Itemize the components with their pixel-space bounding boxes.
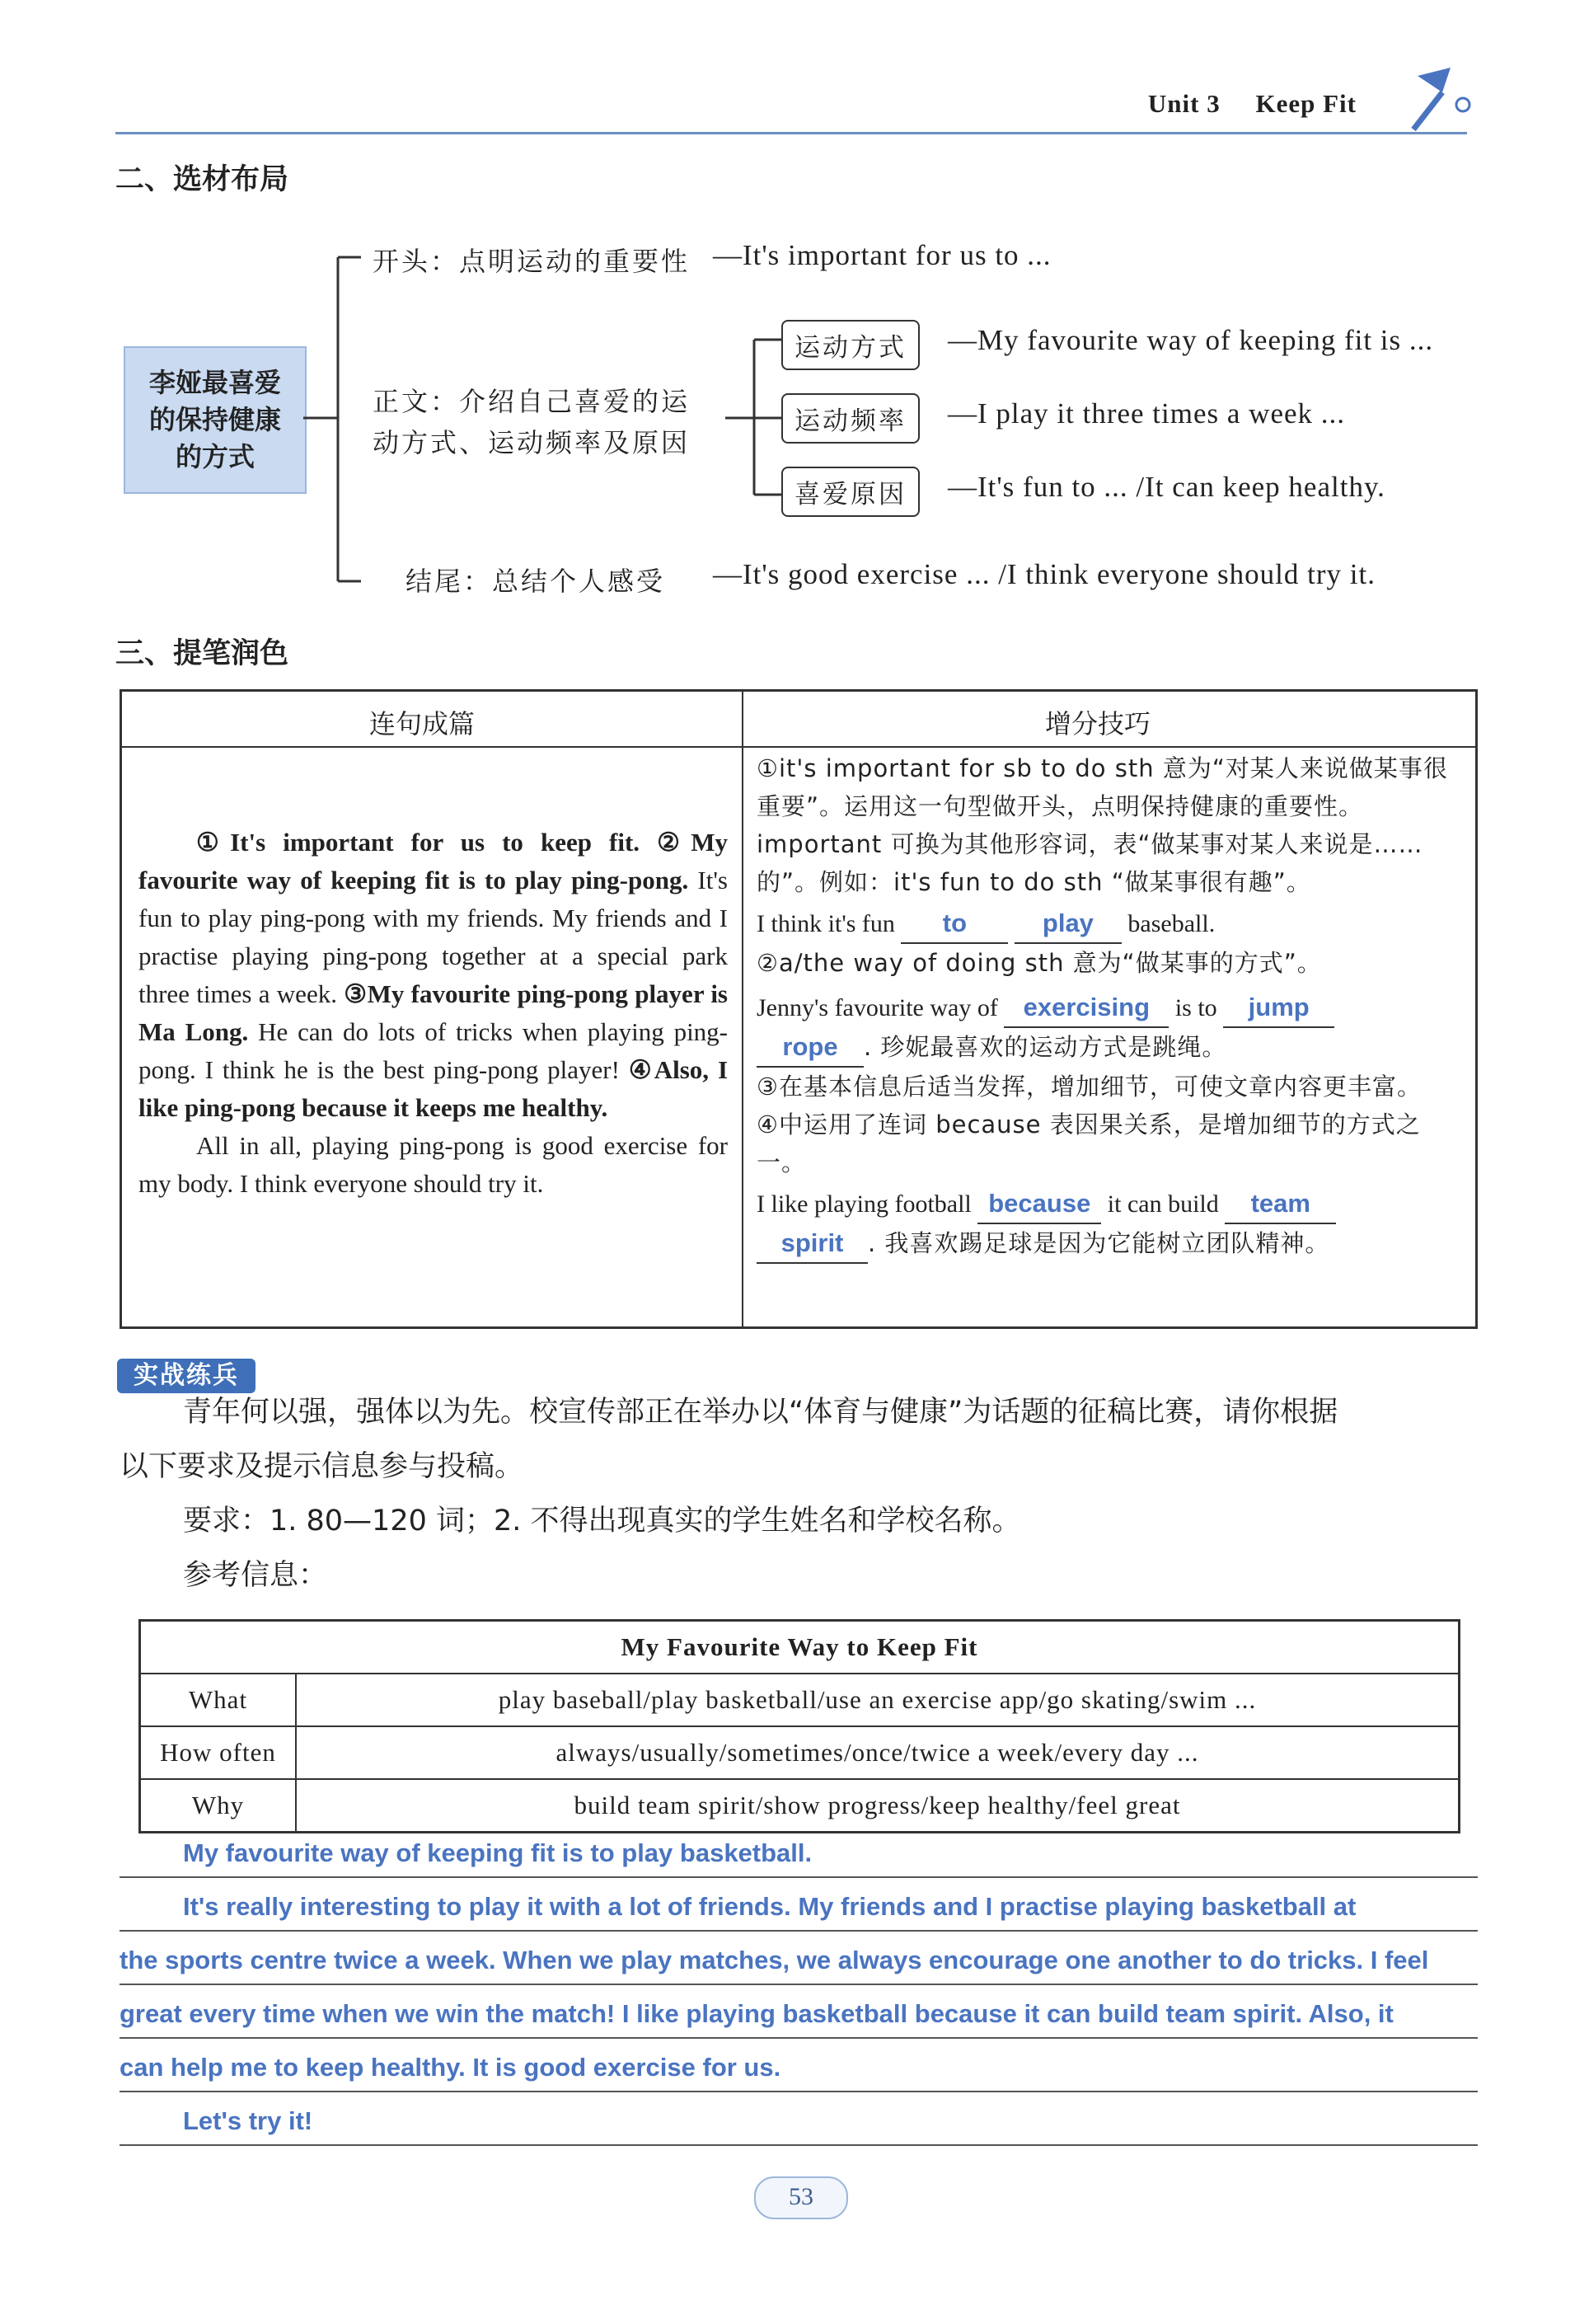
col-right-header: 增分技巧 (1045, 708, 1151, 739)
essay-text-3: All in all, playing ping-pong is good exercise for my body. I think everyone should try it. (138, 1131, 728, 1198)
header-unit: Unit 3 (1147, 89, 1221, 118)
section3-heading: 三、提笔润色 (115, 637, 289, 670)
model-essay (138, 824, 728, 1203)
answer-team: team (1225, 1185, 1336, 1224)
essay-sentence-3: ③My favourite ping-pong player is Ma Long. (138, 979, 728, 1046)
row-value: build team spirit/show progress/keep healthy/feel great (296, 1779, 1460, 1833)
exercise-3-b: it can build (1107, 1190, 1219, 1218)
exercise-2-c: . 珍妮最喜欢的运动方式是跳绳。 (864, 1033, 1227, 1061)
tips-column (757, 749, 1469, 1264)
ending-sentence: —It's good exercise ... /I think everyone should try it. (713, 558, 1376, 590)
writing-rule (120, 2037, 1478, 2039)
opening-label: 开头：点明运动的重要性 (373, 246, 691, 277)
section2-heading: 二、选材布局 (115, 163, 289, 196)
table-row (140, 1674, 1460, 1726)
exercise-1-b: baseball. (1127, 910, 1216, 937)
polish-table (120, 689, 1478, 1329)
tip-4: ④中运用了连词 because 表因果关系，是增加细节的方式之一。 (757, 1110, 1421, 1176)
exercise-2 (757, 988, 1469, 1028)
writing-rule (120, 2144, 1478, 2146)
row-key: How often (140, 1726, 297, 1779)
reference-table-title: My Favourite Way to Keep Fit (140, 1621, 1460, 1674)
exercise-1-a: I think it's fun (757, 910, 895, 937)
tip-2: ②a/the way of doing sth 意为“做某事的方式”。 (757, 949, 1322, 977)
exercise-3-a: I like playing football (757, 1190, 972, 1218)
answer-to: to (901, 904, 1008, 944)
writing-rule (120, 1930, 1478, 1932)
practice-requirement: 要求：1. 80—120 词；2. 不得出现真实的学生姓名和学校名称。 (183, 1505, 1021, 1538)
page-number: 53 (754, 2176, 848, 2219)
table-row (140, 1726, 1460, 1779)
reference-table (138, 1619, 1460, 1833)
item-frequency-sentence: —I play it three times a week ... (948, 397, 1346, 430)
writing-rule (120, 2091, 1478, 2092)
exercise-2-a: Jenny's favourite way of (757, 994, 998, 1021)
answer-line-4: great every time when we win the match! I like playing basketball because it can build team spirit. Also, it (120, 1999, 1394, 2028)
essay-sentence-4: ④Also, I like ping-pong because it keeps me healthy. (138, 1055, 729, 1122)
answer-because: because (977, 1185, 1101, 1224)
exercise-3 (757, 1185, 1469, 1224)
ending-label: 结尾：总结个人感受 (405, 566, 666, 597)
writing-rule (120, 1984, 1478, 1985)
answer-jump: jump (1223, 988, 1334, 1028)
writing-rule (120, 1876, 1478, 1878)
item-reason-sentence: —It's fun to ... /It can keep healthy. (948, 471, 1385, 503)
exercise-3-c: . 我喜欢踢足球是因为它能树立团队精神。 (868, 1229, 1330, 1257)
item-frequency-label: 运动频率 (781, 393, 920, 444)
tip-1: ①it's important for sb to do sth 意为“对某人来说做某事很重要”。运用这一句型做开头，点明保持健康的重要性。important 可换为其他形容词，表“做某事对某人来说是……的”。例如：it's fun to do sth “做某事很有趣”。 (757, 754, 1448, 896)
exercise-2-cont (757, 1028, 1469, 1068)
essay-text-1: It's fun to play ping-pong with my friends. My friends and I practise playing ping-pong together at a special park three times a week. (138, 866, 728, 1008)
table-row (140, 1779, 1460, 1833)
body-label-line2: 动方式、运动频率及原因 (373, 427, 691, 458)
answer-line-1: My favourite way of keeping fit is to play basketball. (183, 1838, 813, 1867)
practice-intro-2: 以下要求及提示信息参与投稿。 (120, 1450, 524, 1483)
answer-rope: rope (757, 1028, 864, 1068)
answer-play: play (1015, 904, 1122, 944)
answer-line-5: can help me to keep healthy. It is good exercise for us. (120, 2053, 781, 2082)
row-value: play baseball/play basketball/use an exercise app/go skating/swim ... (296, 1674, 1460, 1726)
topic-text: 李娅最喜爱的保持健康的方式 (148, 367, 281, 472)
col-left-header: 连句成篇 (369, 708, 476, 739)
reference-label: 参考信息： (183, 1559, 328, 1592)
row-value: always/usually/sometimes/once/twice a week/every day ... (296, 1726, 1460, 1779)
exercise-3-cont (757, 1224, 1469, 1264)
practice-badge: 实战练兵 (117, 1359, 255, 1393)
item-reason-label: 喜爱原因 (781, 467, 920, 517)
table-divider (742, 692, 743, 1326)
answer-line-2: It's really interesting to play it with a lot of friends. My friends and I practise playing basketball at (183, 1892, 1357, 1921)
exercise-1 (757, 904, 1469, 944)
answer-line-3: the sports centre twice a week. When we play matches, we always encourage one another to do tricks. I feel (120, 1946, 1429, 1974)
item-way-label: 运动方式 (781, 320, 920, 370)
table-header-rule (122, 746, 1475, 748)
row-key: Why (140, 1779, 297, 1833)
header-title: Keep Fit (1255, 89, 1357, 118)
answer-spirit: spirit (757, 1224, 868, 1264)
practice-intro-1: 青年何以强，强体以为先。校宣传部正在举办以“体育与健康”为话题的征稿比赛，请你根据 (183, 1396, 1338, 1429)
answer-line-6: Let's try it! (183, 2106, 313, 2135)
tip-3: ③在基本信息后适当发挥，增加细节，可使文章内容更丰富。 (757, 1073, 1422, 1101)
exercise-2-b: is to (1174, 994, 1217, 1021)
item-way-sentence: —My favourite way of keeping fit is ... (948, 324, 1434, 356)
essay-sentence-2: ②My favourite way of keeping fit is to play ping-pong. (138, 828, 729, 894)
essay-sentence-1: ①It's important for us to keep fit. (196, 828, 640, 857)
body-label-line1: 正文：介绍自己喜爱的运 (373, 386, 691, 417)
row-key: What (140, 1674, 297, 1726)
answer-exercising: exercising (1004, 988, 1169, 1028)
opening-sentence: —It's important for us to ... (713, 239, 1052, 271)
essay-text-2: He can do lots of tricks when playing ping-pong. I think he is the best ping-pong player! (138, 1017, 729, 1084)
